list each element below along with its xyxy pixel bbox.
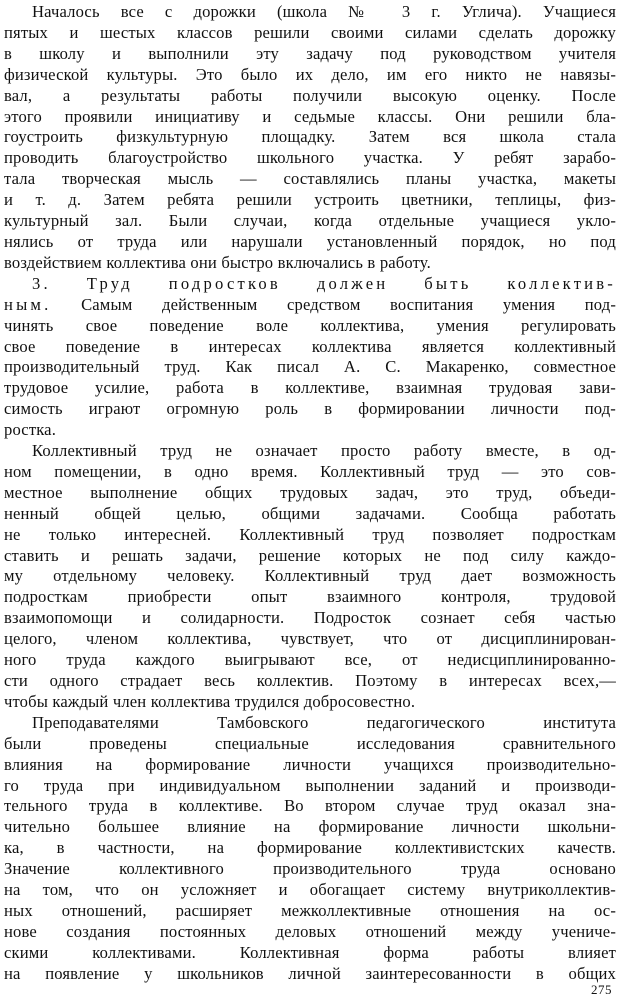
text-line: ном помещении, в одно время. Коллективный труд — это сов- (4, 461, 616, 481)
text-line: свое поведение в интересах коллектива является коллективный (4, 336, 616, 356)
text-line: ставить и решать задачи, решение которых не под силу каждо- (4, 545, 616, 565)
text-line: Преподавателями Тамбовского педагогического института (32, 712, 616, 732)
body-text (4, 2, 616, 985)
text-line: целого, членом коллектива, чувствует, что от дисциплинирован- (4, 629, 616, 649)
text-line: пятых и шестых классов решили своими силами сделать дорожку (4, 22, 616, 42)
text-line: Коллективный труд не означает просто работу вместе, в од- (32, 441, 616, 461)
spaced-heading-end: ным. (4, 294, 52, 314)
text-line: чительно большее влияние на формирование личности школьни- (4, 817, 616, 837)
text-line: ненный общей целью, общими задачами. Сообща работать (4, 503, 616, 523)
text-line: этого проявили инициативу и седьмые классы. Они решили бла- (4, 106, 616, 126)
text-line: нове создания постоянных деловых отношений между учениче- (4, 921, 616, 941)
paragraph-2 (4, 274, 616, 441)
paragraph-3 (4, 441, 616, 713)
text-line: вал, а результаты работы получили высокую оценку. После (4, 85, 616, 105)
text-line: культурный зал. Были случаи, когда отдельные учащиеся укло- (4, 211, 616, 231)
text-line: нялись от труда или нарушали установленный порядок, но под (4, 231, 616, 251)
page-number: 275 (591, 982, 612, 997)
text-line: ростка. (4, 420, 56, 440)
text-line: воздействием коллектива они быстро включались в работу. (4, 252, 431, 272)
text-line: ных отношений, расширяет межколлективные отношения на ос- (4, 900, 616, 920)
text-line: производительный труд. Как писал А. С. Макаренко, совместное (4, 357, 616, 377)
text-line: тельного труда в коллективе. Во втором случае труд оказал зна- (4, 796, 616, 816)
text-line: Значение коллективного производительного труда основано (4, 859, 616, 879)
paragraph-4 (4, 713, 616, 985)
text-line: местное выполнение общих трудовых задач, это труд, объеди- (4, 482, 616, 502)
text-line: физической культуры. Это было их дело, им его никто не навязы- (4, 64, 616, 84)
text-line: чинять свое поведение воле коллектива, умения регулировать (4, 315, 616, 335)
text-line: были проведены специальные исследования сравнительного (4, 733, 616, 753)
spaced-heading-line: 3. Труд подростков должен быть коллектив- (32, 273, 616, 293)
text-line: го труда при индивидуальном выполнении заданий и производи- (4, 775, 616, 795)
text-line: симость играют огромную роль в формировании личности под- (4, 399, 616, 419)
text-line: ка, в частности, на формирование коллективистских качеств. (4, 838, 616, 858)
text-line: взаимопомощи и солидарности. Подросток сознает себя частью (4, 608, 616, 628)
text-line: му отдельному человеку. Коллективный труд дает возможность (4, 566, 616, 586)
paragraph-1 (4, 2, 616, 274)
text-line: в школу и выполнили эту задачу под руководством учителя (4, 43, 616, 63)
text-line: Началось все с дорожки (школа № 3 г. Углича). Учащиеся (32, 2, 616, 21)
text-line: ного труда каждого выигрывают все, от недисциплинированно- (4, 650, 616, 670)
text-line: проводить благоустройство школьного участка. У ребят зарабо- (4, 148, 616, 168)
text-line: тала творческая мысль — составлялись планы участка, макеты (4, 169, 616, 189)
text-line: гоустроить физкультурную площадку. Затем вся школа стала (4, 127, 616, 147)
text-line: и т. д. Затем ребята решили устроить цветники, теплицы, физ- (4, 190, 616, 210)
text-line: влияния на формирование личности учащихся производительно- (4, 754, 616, 774)
text-line: на появление у школьников личной заинтересованности в общих (4, 963, 616, 983)
text-run: Самым действенным средством воспитания умения под- (51, 294, 616, 314)
text-line: трудовое усилие, работа в коллективе, взаимная трудовая зави- (4, 378, 616, 398)
text-line: скими коллективами. Коллективная форма работы влияет (4, 942, 616, 962)
text-line: не только интересней. Коллективный труд позволяет подросткам (4, 524, 616, 544)
text-line: подросткам приобрести опыт взаимного контроля, трудовой (4, 587, 616, 607)
text-line: сти одного страдает весь коллектив. Поэтому в интересах всех,— (4, 671, 616, 690)
text-line: чтобы каждый член коллектива трудился добросовестно. (4, 691, 416, 711)
text-line: на том, что он усложняет и обогащает систему внутриколлектив- (4, 880, 616, 900)
text-line (4, 295, 616, 316)
